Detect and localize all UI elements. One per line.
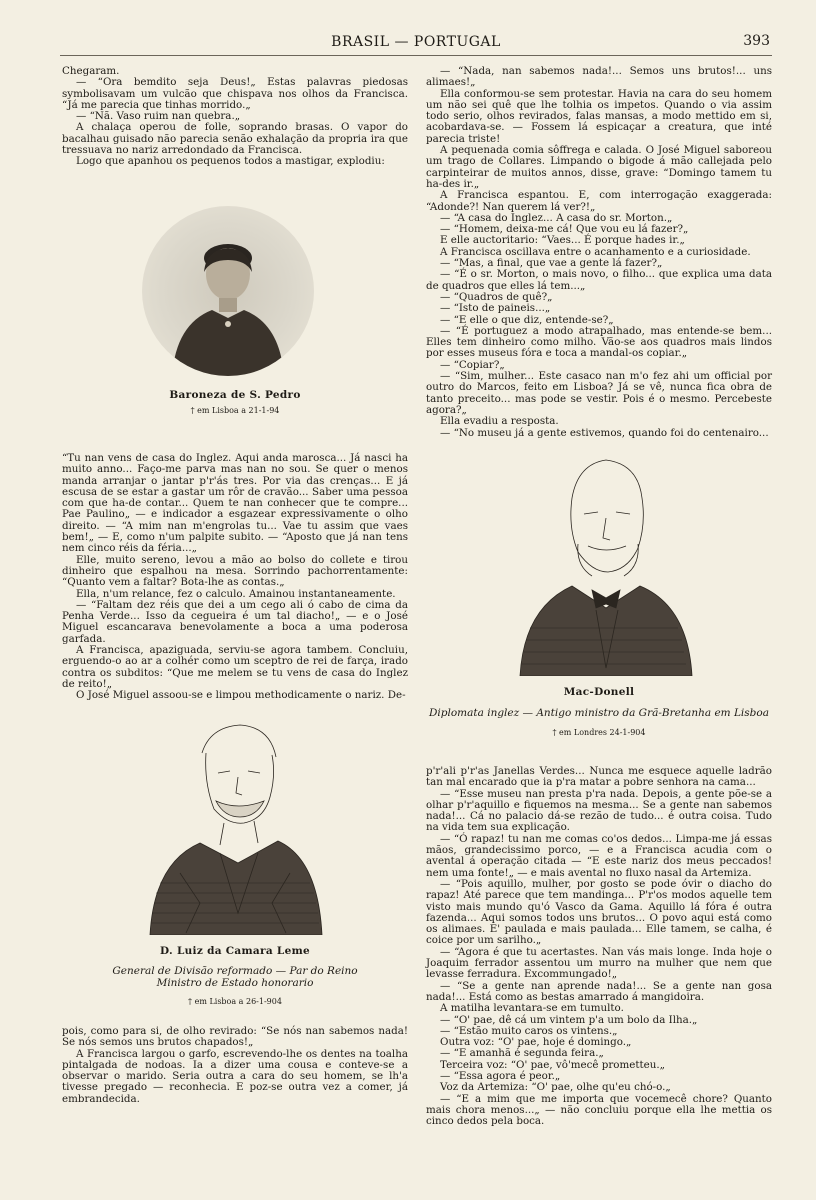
paragraph: — “E elle o que diz, entende-se?„ (440, 313, 614, 326)
paragraph: Ella conformou-se sem protestar. Havia na cara do seu homem um não sei quê que lhe tolhia os impetos. Quando o via assim todo serio, olhos revirados, falas mansas, a modo mettido em si, acobardava-se. — Fossem lá espicaçar a creatura, que inté parecia triste! (426, 87, 772, 145)
paragraph: Ella, n'um relance, fez o calculo. Amainou instantaneamente. (76, 587, 396, 600)
paragraph: — “Mas, a final, que vae a gente lá fazer?„ (440, 257, 663, 270)
paragraph: — “Homem, deixa-me cá! Que vou eu lá fazer?„ (440, 223, 689, 236)
paragraph: — “Nada, nan sabemos nada!... Semos uns brutos!... uns alimaes!„ (426, 65, 772, 89)
paragraph: A pequenada comia sôffrega e calada. O José Miguel saboreou um trago de Collares. Limpando o bigode á mão callejada pelo carpinteirar de muitos annos, disse, grave: “Domingo tamem tu ha-des ir.„ (426, 144, 772, 190)
woman-portrait-image (142, 206, 314, 376)
paragraph: A Francisca, apaziguada, serviu-se agora tambem. Concluiu, erguendo-o ao ar a colhér como um sceptro de rei de farça, irado contra os subditos: “Que me melem se tu vens de casa do Inglez de reito!„ (62, 644, 408, 690)
portrait-death-date: † em Lisboa a 26-1-904 (188, 997, 282, 1006)
right-column-bottom (426, 766, 772, 1128)
paragraph: — “Pois aquillo, mulher, por gosto se pode óvir o diacho do rapaz! Até parece que tem mandinga... P'r'os modos aquelle tem visto mais mundo qu'ó Vasco da Gama. Aquillo lá fóra é outra fazenda... Aqui somos todos uns brutos... O povo aqui está como os alimaes. E' paulada e mais paulada... Elle tamem, se calha, é coice por um sarilho.„ (426, 877, 772, 947)
paragraph: A Francisca oscillava entre o acanhamento e a curiosidade. (440, 245, 751, 258)
paragraph: — “Faltam dez réis que dei a um cego ali ó cabo de cima da Penha Verde... Isso da cegueira é um tal diacho!„ — e o José Miguel escancarava benevolamente a boca a uma poderosa garfada. (62, 598, 408, 645)
left-column-top (62, 66, 408, 168)
paragraph: — “E a mim que me importa que vocemecê chore? Quanto mais chora menos...„ — não concluiu porque ella lhe mettia os cinco dedos pela boca. (426, 1092, 772, 1128)
portrait-camara-leme-engraving (140, 713, 330, 935)
paragraph: A chalaça operou de folle, soprando brasas. O vapor do bacalhau guisado não parecia senão exhalação da propria ira que tressuava no nariz arredondado da Francisca. (62, 121, 408, 157)
page-header (62, 34, 770, 54)
paragraph: Chegaram. (62, 65, 120, 77)
paragraph: — “Agora é que tu acertastes. Nan vás mais longe. Inda hoje o Joaquim ferrador assentou um murro na mulher que nem que levasse ferradura. Excommungado!„ (426, 945, 772, 981)
paragraph: Ella evadiu a resposta. (440, 415, 559, 428)
portrait-baroneza-photo (142, 206, 314, 376)
paragraph: — “Ó rapaz! tu nan me comas co'os dedos... Limpa-me já essas mãos, grandecissimo porco, — e a Francisca acudia com o avental á operação citada — “E este nariz dos meus peccados! nem uma fonte!„ — e mais avental no fluxo nasal da Artemiza. (426, 832, 772, 879)
man-portrait-image (140, 713, 330, 935)
paragraph: — “A casa do Inglez... A casa do sr. Morton.„ (440, 211, 673, 224)
paragraph: — “Essa agora é peor.„ (440, 1070, 561, 1083)
paragraph: — “É portuguez a modo atrapalhado, mas entende-se bem... Elles tem dinheiro como milho. Vão-se aos quadros mais lindos por esses museus fóra e toca a mandal-os copiar.„ (426, 324, 772, 360)
paragraph: — “Esse museu nan presta p'ra nada. Depois, a gente põe-se a olhar p'r'aquillo e fiquemos na mesma... Se a gente nan sabemos nada!... Cá no palacio dá-se rezão de tudo... é outra coisa. Tudo na vida tem sua explicação. (426, 787, 772, 834)
portrait-death-date: † em Londres 24-1-904 (552, 728, 646, 737)
caption-macdonell (426, 686, 772, 737)
paragraph: — “Sim, mulher... Este casaco nan m'o fez ahi um official por outro do Marcos, feito em Lisboa? Já se vê, nunca fica obra de tanto preceito... mas pode se vestir. Pois é o mesmo. Percebeste agora?„ (426, 370, 772, 416)
paragraph: — “No museu já a gente estivemos, quando foi do centenairo... (440, 426, 769, 439)
caption-camara-leme (62, 945, 408, 1006)
portrait-death-date: † em Lisboa a 21-1-94 (190, 406, 280, 415)
running-title: BRASIL — PORTUGAL (331, 34, 501, 50)
paragraph: — “Quadros de quê?„ (440, 290, 553, 303)
portrait-name: Baroneza de S. Pedro (169, 389, 301, 401)
paragraph: — “Nã. Vaso ruim nan quebra.„ (76, 110, 241, 123)
paragraph: Outra voz: “O' pae, hoje é domingo.„ (440, 1036, 632, 1049)
paragraph: E elle auctoritario: “Vaes... É porque hades ir.„ (440, 234, 685, 247)
paragraph: — “Se a gente nan aprende nada!... Se a gente nan gosa nada!... Está como as bestas amarrado á mangidoira. (426, 979, 772, 1003)
portrait-description: Ministro de Estado honorario (156, 977, 314, 989)
paragraph: — “Estão muito caros os vintens.„ (440, 1024, 618, 1037)
paragraph: Logo que apanhou os pequenos todos a mastigar, explodiu: (76, 155, 385, 168)
man-portrait-image (506, 448, 702, 676)
portrait-description: General de Divisão reformado — Par do Reino (112, 965, 358, 977)
page-number: 393 (743, 33, 770, 49)
paragraph: — “O' pae, dê cá um vintem p'a um bolo da Ilha.„ (440, 1013, 698, 1026)
caption-baroneza (62, 389, 408, 415)
paragraph: Terceira voz: “O' pae, vô'mecê prometteu.„ (440, 1058, 665, 1071)
portrait-description: Diplomata inglez — Antigo ministro da Grã-Bretanha em Lisboa (429, 707, 769, 719)
paragraph: O José Miguel assoou-se e limpou methodicamente o nariz. De- (76, 689, 406, 702)
paragraph: — “Ora bemdito seja Deus!„ Estas palavras piedosas symbolisavam um vulcão que chispava nos olhos da Francisca. “Já me parecia que tinhas morrido.„ (62, 76, 408, 111)
header-rule (60, 55, 772, 56)
paragraph: A Francisca largou o garfo, escrevendo-lhe os dentes na toalha pintalgada de nodoas. Ia a dizer uma cousa e conteve-se a observar o marido. Seria outra a cara do seu homem, se lh'a tivesse pregado — reconhecia. E poz-se outra vez a comer, já embrandecida. (62, 1047, 408, 1105)
paragraph: pois, como para si, de olho revirado: “Se nós nan sabemos nada! Se nós semos uns brutos chapados!„ (62, 1025, 408, 1049)
paragraph: — “E amanhã é segunda feira.„ (440, 1047, 604, 1060)
paragraph: — “Copiar?„ (440, 358, 505, 371)
left-column-middle (62, 453, 408, 702)
portrait-name: Mac-Donell (563, 686, 635, 698)
paragraph: Elle, muito sereno, levou a mão ao bolso do collete e tirou dinheiro que espalhou na mesa. Sorrindo pachorrentamente: “Quanto vem a faltar? Bota-lhe as contas.„ (62, 553, 408, 589)
paragraph: “Tu nan vens de casa do Inglez. Aqui anda marosca... Já nasci ha muito anno... Faço-me parva mas nan no sou. Se quer o menos manda arranjar o jantar p'r'ás tres. Por via das crenças... E já escusa de se estar a gastar um rôr de cravão... Saber uma pessoa com que ha-de contar... Quem te nan conhecer que te compre... Pae Paulino„ — e indicador a esgazear expressivamente o olho direito. — “A mim nan m'engrolas tu... Vae tu assim que vaes bem!„ — E, como n'um palpite subito. — “Aposto que já nan tens nem cinco réis da féria...„ (62, 452, 408, 555)
portrait-name: D. Luiz da Camara Leme (160, 945, 310, 957)
paragraph: p'r'ali p'r'as Janellas Verdes... Nunca me esquece aquelle ladrão tan mal encarado que ia p'ra matar a pobre senhora na cama... (426, 765, 772, 789)
portrait-macdonell-engraving (506, 448, 702, 676)
paragraph: — “É o sr. Morton, o mais novo, o filho... que explica uma data de quadros que elles lá tem...„ (426, 268, 772, 292)
left-column-bottom (62, 1026, 408, 1105)
paragraph: Voz da Artemiza: “O' pae, olhe qu'eu chó-o.„ (440, 1081, 671, 1094)
paragraph: A matilha levantara-se em tumulto. (440, 1002, 624, 1015)
paragraph: — “Isto de paineis...„ (440, 302, 551, 315)
paragraph: A Francisca espantou. E, com interrogação exaggerada: “Adonde?! Nan querem lá ver?!„ (426, 189, 772, 213)
right-column-top (426, 66, 772, 439)
